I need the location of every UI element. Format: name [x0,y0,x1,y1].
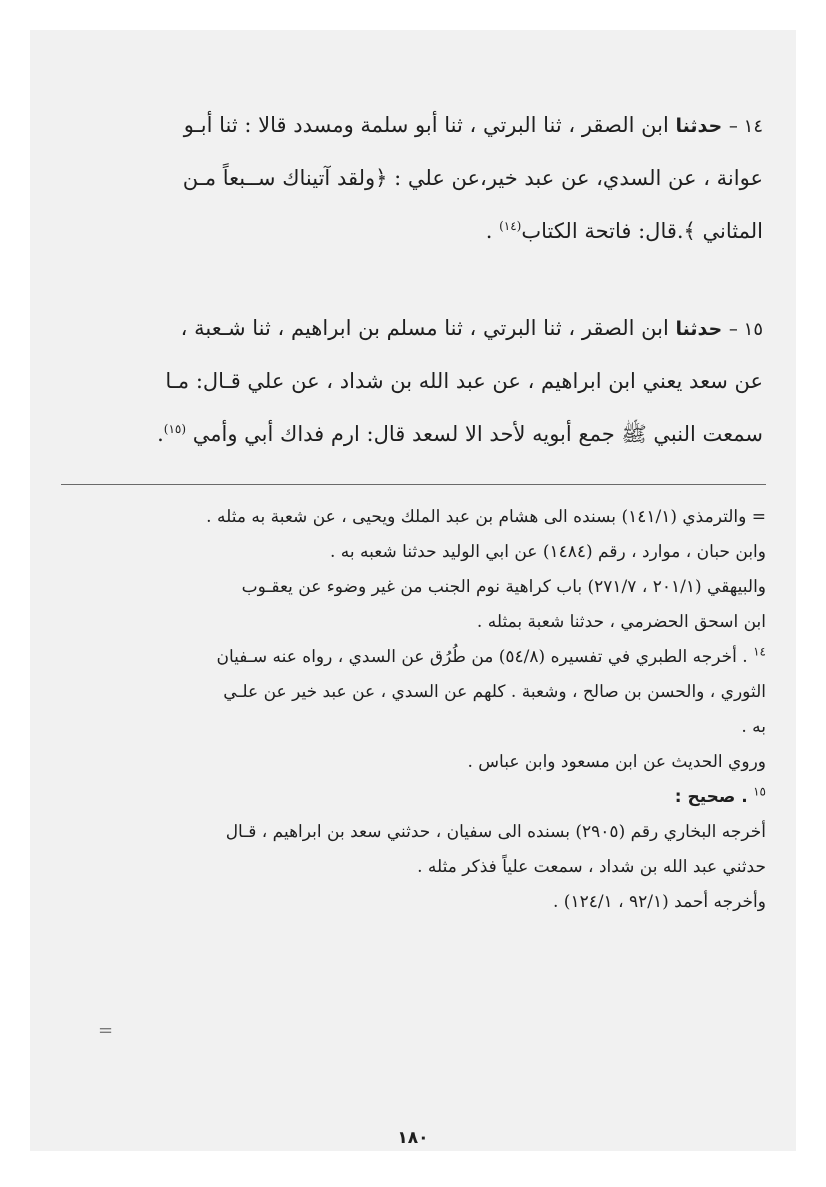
footnote-line-11: وأخرجه أحمد (٩٢/١ ، ١٢٤/١) . [552,892,766,912]
footnote-divider [61,484,766,485]
book-page [30,30,796,1151]
footnote-ref-15[interactable]: (١٥) [163,422,187,436]
page-number: ١٨٠ [397,1128,429,1148]
hadith-15-end: . [157,422,164,446]
footnote-line-1: = والترمذي (١٤١/١) بسنده الى هشام بن عبد الملك ويحيى ، عن شعبة به مثله . [206,507,766,527]
footnote-15-marker: ١٥ [753,784,766,799]
hadith-14-keyword: حدثنا [675,115,723,137]
hadith-15-text-1: ابن الصقر ، ثنا البرتي ، ثنا مسلم بن ابراهيم ، ثنا شـعبة ، [180,316,669,340]
footnote-line-10: حدثني عبد الله بن شداد ، سمعت علياً فذكر مثله . [417,857,766,877]
continuation-mark: = [98,1020,114,1041]
hadith-14 [78,99,763,258]
hadith-14-text-1: ابن الصقر ، ثنا البرتي ، ثنا أبو سلمة ومسدد قالا : ثنا أبـو [183,113,669,137]
hadith-14-number: ١٤ – [728,116,763,137]
footnote-line-8: وروي الحديث عن ابن مسعود وابن عباس . [467,752,766,772]
hadith-14-line-2: عوانة ، عن السدي، عن عبد خير،عن علي : ﴿ولقد آتيناك ســبعاً مـن [182,166,763,190]
footnote-14-first-line [66,640,766,675]
footnote-ref-14[interactable]: (١٤) [499,219,522,233]
footnote-14-marker: ١٤ [753,644,766,659]
hadith-14-end: . [485,219,493,243]
footnote-15-heading [66,780,766,815]
hadith-15-line-1 [78,302,763,355]
hadith-14-line-3 [78,205,763,258]
footnote-line-5: . أخرجه الطبري في تفسيره (٥٤/٨) من طُرُق عن السدي ، رواه عنه سـفيان [216,647,748,667]
footnote-line-2: وابن حبان ، موارد ، رقم (١٤٨٤) عن ابي الوليد حدثنا شعبه به . [329,542,766,562]
footnotes [66,500,766,920]
hadith-15-line-2: عن سعد يعني ابن ابراهيم ، عن عبد الله بن شداد ، عن علي قـال: مـا [165,369,763,393]
hadith-15-text-3: سمعت النبي ﷺ جمع أبويه لأحد الا لسعد قال: ارم فداك أبي وأمي [192,422,763,446]
footnote-line-3: والبيهقي (٢٠١/١ ، ٢٧١/٧) باب كراهية نوم الجنب من غير وضوء عن يعقـوب [241,577,766,597]
footnote-line-4: ابن اسحق الحضرمي ، حدثنا شعبة بمثله . [476,612,766,632]
hadith-14-text-3: المثاني ﴾.قال: فاتحة الكتاب [521,219,763,243]
hadith-15-keyword: حدثنا [675,318,723,340]
footnote-line-9: أخرجه البخاري رقم (٢٩٠٥) بسنده الى سفيان ، حدثني سعد بن ابراهيم ، قـال [225,822,766,842]
footnote-line-7: به . [741,717,766,737]
hadith-15-number: ١٥ – [728,319,763,340]
footnote-line-6: الثوري ، والحسن بن صالح ، وشعبة . كلهم عن السدي ، عن عبد خير عن علـي [223,682,766,702]
footnote-15-grade: . صحيح : [674,787,748,807]
hadith-15-line-3 [78,408,763,461]
hadith-15 [78,302,763,461]
hadith-14-line-1 [78,99,763,152]
